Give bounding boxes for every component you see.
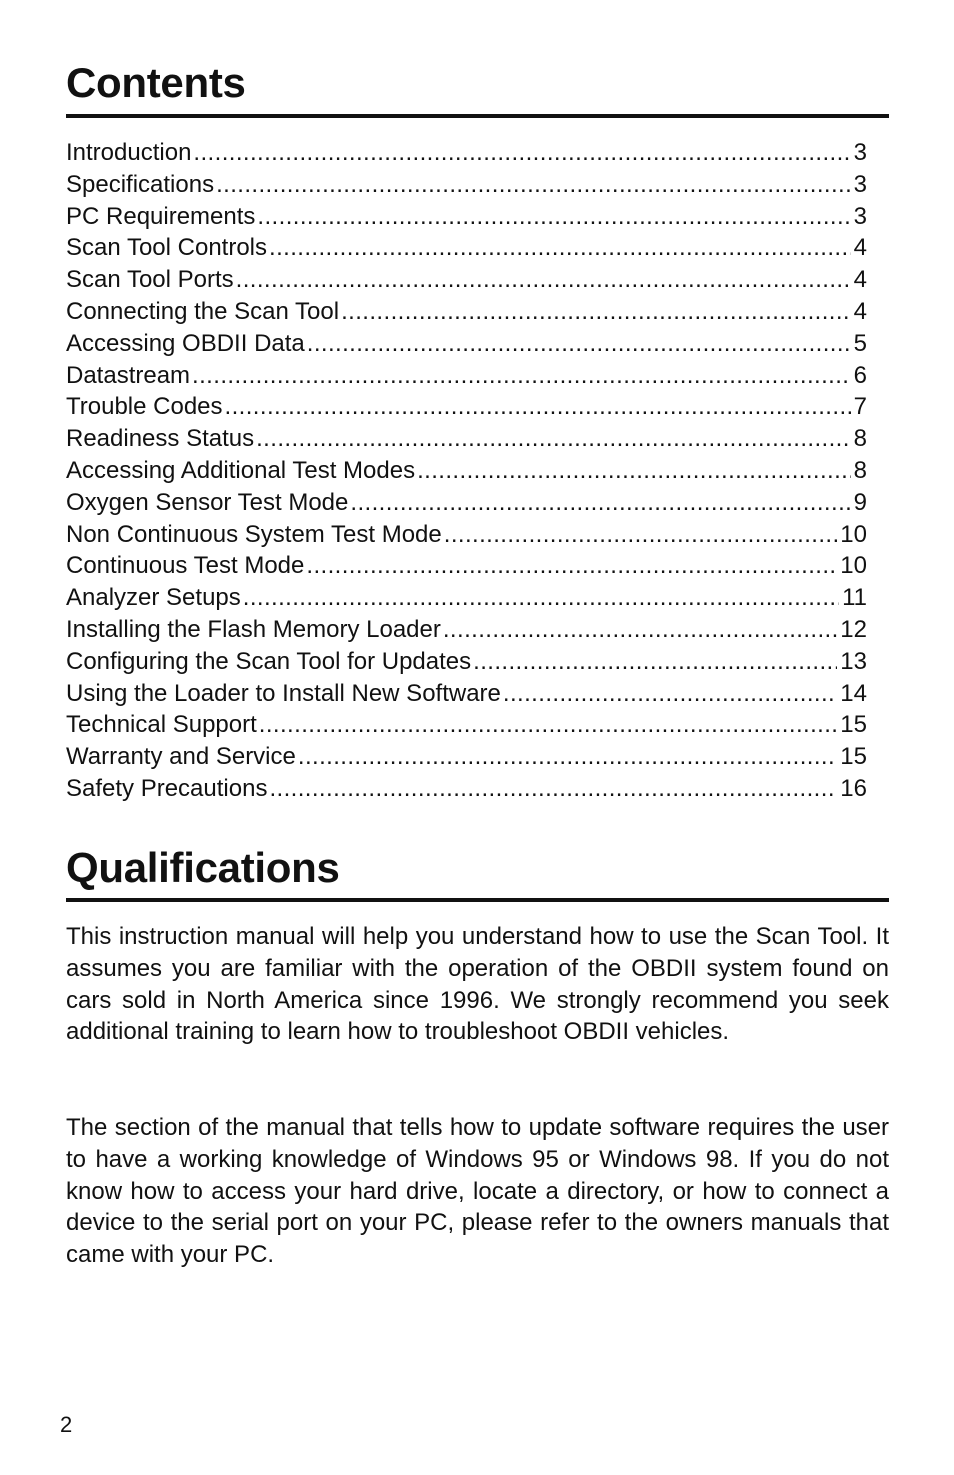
toc-entry-installing-the-flash-memory-loader (66, 614, 867, 646)
toc-dot-leader (269, 773, 837, 805)
toc-entry-title: Scan Tool Controls (66, 234, 267, 262)
toc-entry-page: 6 (853, 361, 867, 389)
toc-entry-warranty-and-service (66, 741, 867, 773)
qualifications-paragraph-intro: This instruction manual will help you understand how to use the Scan Tool. It assumes you are familiar with the operation of the OBDII system found on cars sold in North America since 1996. We strongly recommend you seek additional training to learn how to troubleshoot OBDII vehicles. (66, 923, 889, 1046)
toc-entry-page: 16 (840, 774, 867, 802)
toc-entry-using-the-loader-to-install-new-software (66, 678, 867, 710)
qualifications-paragraph-software: The section of the manual that tells how to update software requires the user to have a working knowledge of Windows 95 or Windows 98. If you do not know how to access your hard drive, locate a directory, or how to connect a device to the serial port on your PC, please refer to the owners manuals that came with your PC. (66, 1114, 889, 1269)
toc-dot-leader (307, 328, 851, 360)
toc-entry-page: 4 (853, 234, 867, 262)
toc-entry-page: 10 (840, 520, 867, 548)
toc-entry-scan-tool-ports (66, 264, 867, 296)
toc-dot-leader (243, 582, 839, 614)
toc-entry-title: Configuring the Scan Tool for Updates (66, 647, 472, 675)
page-number: 2 (60, 1412, 73, 1437)
toc-dot-leader (192, 360, 851, 392)
toc-entry-accessing-additional-test-modes (66, 455, 867, 487)
toc-entry-page: 3 (853, 202, 867, 230)
toc-entry-title: Oxygen Sensor Test Mode (66, 488, 349, 516)
toc-dot-leader (257, 201, 850, 233)
toc-entry-page: 5 (853, 329, 867, 357)
toc-dot-leader (341, 296, 851, 328)
toc-entry-trouble-codes (66, 391, 867, 423)
toc-dot-leader (306, 550, 837, 582)
toc-entry-connecting-the-scan-tool (66, 296, 867, 328)
toc-entry-page: 3 (853, 170, 867, 198)
toc-entry-page: 11 (842, 584, 867, 612)
toc-entry-page: 4 (853, 297, 867, 325)
toc-dot-leader (236, 264, 851, 296)
qualifications-divider (66, 898, 889, 902)
toc-entry-scan-tool-controls (66, 232, 867, 264)
toc-entry-technical-support (66, 709, 867, 741)
toc-dot-leader (503, 678, 837, 710)
toc-entry-page: 9 (853, 488, 867, 516)
toc-entry-continuous-test-mode (66, 550, 867, 582)
toc-dot-leader (193, 137, 850, 169)
toc-entry-title: Accessing Additional Test Modes (66, 456, 416, 484)
toc-dot-leader (443, 614, 837, 646)
toc-entry-title: Safety Precautions (66, 774, 268, 802)
toc-dot-leader (444, 519, 838, 551)
toc-dot-leader (216, 169, 851, 201)
toc-dot-leader (298, 741, 837, 773)
toc-entry-configuring-the-scan-tool-for-updates (66, 646, 867, 678)
toc-entry-title: Specifications (66, 170, 215, 198)
toc-entry-title: Scan Tool Ports (66, 266, 234, 294)
toc-entry-title: Datastream (66, 361, 191, 389)
toc-entry-analyzer-setups (66, 582, 867, 614)
table-of-contents (66, 137, 867, 805)
toc-entry-title: Non Continuous System Test Mode (66, 520, 442, 548)
toc-entry-page: 7 (853, 393, 867, 421)
toc-entry-title: Installing the Flash Memory Loader (66, 615, 441, 643)
toc-entry-title: Trouble Codes (66, 393, 223, 421)
toc-entry-introduction (66, 137, 867, 169)
toc-dot-leader (417, 455, 851, 487)
toc-entry-safety-precautions (66, 773, 867, 805)
toc-entry-page: 12 (840, 615, 867, 643)
contents-divider (66, 114, 889, 118)
toc-entry-non-continuous-system-test-mode (66, 519, 867, 551)
toc-entry-page: 15 (840, 711, 867, 739)
toc-entry-title: Using the Loader to Install New Software (66, 679, 501, 707)
toc-entry-title: Continuous Test Mode (66, 552, 305, 580)
toc-entry-title: Introduction (66, 139, 192, 166)
toc-entry-title: PC Requirements (66, 202, 256, 230)
toc-entry-page: 14 (840, 679, 867, 707)
toc-dot-leader (473, 646, 837, 678)
toc-entry-page: 8 (853, 456, 867, 484)
toc-entry-page: 4 (853, 266, 867, 294)
toc-entry-specifications (66, 169, 867, 201)
toc-entry-page: 13 (840, 647, 867, 675)
toc-entry-oxygen-sensor-test-mode (66, 487, 867, 519)
qualifications-heading: Qualifications (66, 844, 340, 891)
toc-entry-title: Readiness Status (66, 425, 255, 453)
toc-dot-leader (256, 423, 851, 455)
toc-entry-page: 10 (840, 552, 867, 580)
toc-dot-leader (259, 709, 838, 741)
toc-entry-title: Analyzer Setups (66, 584, 241, 612)
toc-entry-title: Technical Support (66, 711, 257, 739)
toc-entry-page: 8 (853, 425, 867, 453)
toc-entry-title: Accessing OBDII Data (66, 329, 305, 357)
toc-entry-pc-requirements (66, 201, 867, 233)
toc-entry-page: 3 (853, 139, 867, 166)
toc-dot-leader (269, 232, 851, 264)
toc-entry-title: Connecting the Scan Tool (66, 297, 340, 325)
toc-entry-title: Warranty and Service (66, 743, 296, 771)
toc-entry-datastream (66, 360, 867, 392)
toc-entry-page: 15 (840, 743, 867, 771)
contents-heading: Contents (66, 59, 246, 106)
toc-entry-readiness-status (66, 423, 867, 455)
toc-entry-accessing-obdii-data (66, 328, 867, 360)
toc-dot-leader (225, 391, 851, 423)
toc-dot-leader (350, 487, 850, 519)
